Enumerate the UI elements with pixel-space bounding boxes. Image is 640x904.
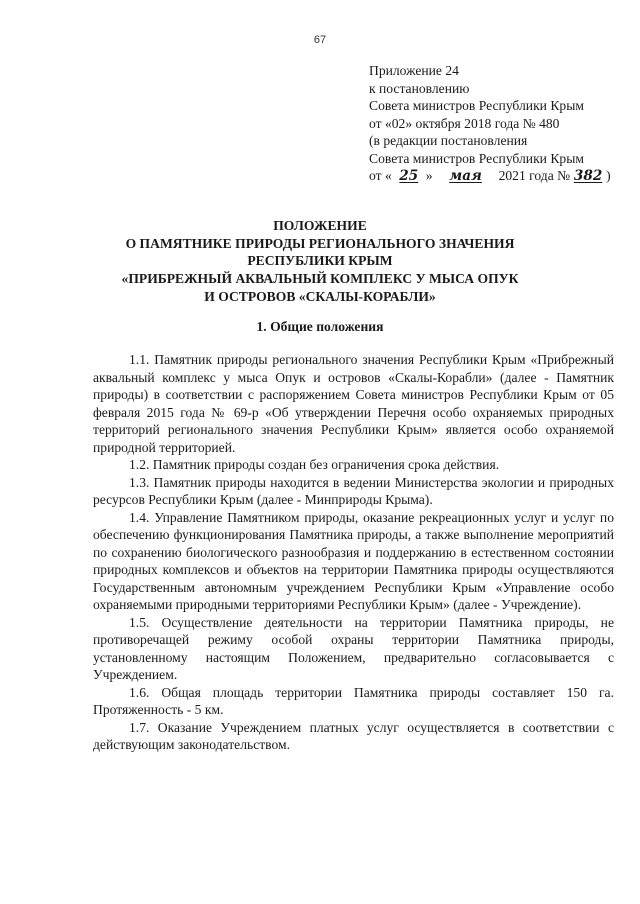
appendix-line: Приложение 24 [369,63,459,78]
appendix-line: к постановлению [369,80,470,96]
paragraph-1-2: 1.2. Памятник природы создан без ограничения срока действия. [129,457,500,472]
appendix-line: Совета министров Республики Крым [369,150,584,166]
title-line: ПОЛОЖЕНИЕ [273,218,367,233]
appendix-line: (в редакции постановления [369,133,528,148]
handwritten-day: 25 [399,168,419,184]
appendix-amendment-line [369,167,631,186]
appendix-line: от «02» октября 2018 года № 480 [369,115,560,131]
document-body [93,351,614,754]
title-line: РЕСПУБЛИКИ КРЫМ [247,253,393,269]
title-line: И ОСТРОВОВ «СКАЛЫ-КОРАБЛИ» [204,288,436,304]
paragraph-1-1: 1.1. Памятник природы регионального значения Республики Крым «Прибрежный аквальный комплекс у мыса Опук и островов «Скалы-Корабли» (далее - Памятник природы) в соответствии с распоряжением Совета министров Республики Крым от 05 февраля 2015 года № 69-р «Об утверждении Перечня особо охраняемых природных территорий регионального значения Республики Крым» является особо охраняемой природной территорией. [93,352,614,455]
amendment-mid: 2021 года № [498,168,571,183]
handwritten-month: мая [449,168,482,184]
amendment-prefix: от « [369,168,392,183]
paragraph-1-5: 1.5. Осуществление деятельности на территории Памятника природы, не противоречащей режиму особой охраны территории Памятника природы, установленному настоящим Положением, предварительно согласовывается с Учреждением. [93,614,614,682]
paragraph-1-4: 1.4. Управление Памятником природы, оказание рекреационных услуг и услуг по обеспечению функционирования Памятника природы, а также выполнение мероприятий по сохранению биологического разнообразия и поддержанию в естественном состоянии природных комплексов и объектов на территории Памятника природы осуществляются Государственным автономным учреждением Республики Крым «Управление особо охраняемыми природными территориями Республики Крым» (далее - Учреждение). [93,509,614,612]
title-line: «ПРИБРЕЖНЫЙ АКВАЛЬНЫЙ КОМПЛЕКС У МЫСА ОПУК [121,271,519,287]
title-line: О ПАМЯТНИКЕ ПРИРОДЫ РЕГИОНАЛЬНОГО ЗНАЧЕНИЯ [125,235,515,251]
section-heading: 1. Общие положения [256,319,384,334]
document-title [60,217,580,306]
paragraph-1-7: 1.7. Оказание Учреждением платных услуг осуществляется в соответствии с действующим законодательством. [93,719,614,752]
appendix-line: Совета министров Республики Крым [369,98,584,113]
amendment-suffix: ) [606,168,611,183]
appendix-block [369,62,631,186]
paragraph-1-6: 1.6. Общая площадь территории Памятника природы составляет 150 га. Протяженность - 5 км. [93,684,614,717]
page-number: 67 [313,34,327,46]
handwritten-number: 382 [573,168,603,184]
amendment-quote: » [425,168,433,183]
paragraph-1-3: 1.3. Памятник природы находится в ведении Министерства экологии и природных ресурсов Республики Крым (далее - Минприроды Крыма). [93,474,614,507]
